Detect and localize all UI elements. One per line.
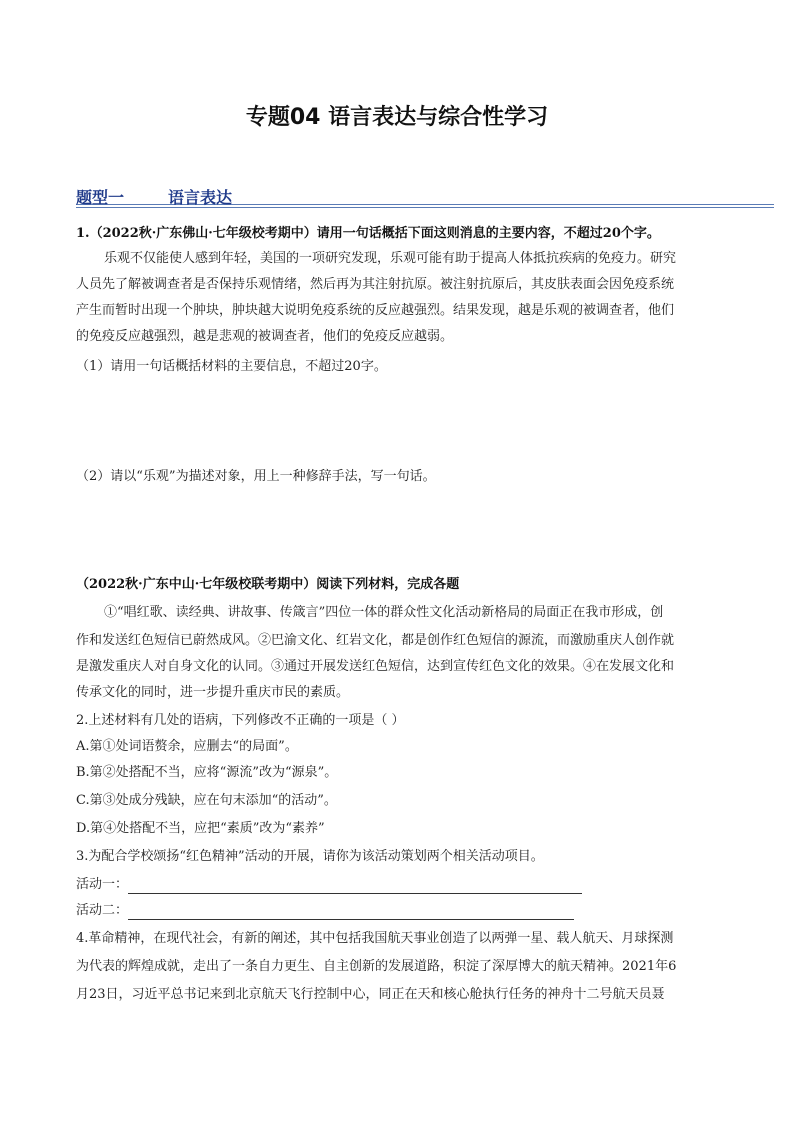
material-paragraph-line: 是激发重庆人对自身文化的认同。③通过开展发送红色短信，达到宣传红色文化的效果。④在发展文化和 bbox=[76, 659, 675, 674]
question-2-stem: 2.上述材料有几处的语病，下列修改不正确的一项是（ ） bbox=[76, 713, 405, 728]
q1-paragraph-line: 人员先了解被调查者是否保持乐观情绪，然后再为其注射抗原。被注射抗原后，其皮肤表面会因免疫系统 bbox=[76, 277, 675, 292]
material-heading: （2022秋·广东中山·七年级校联考期中）阅读下列材料，完成各题 bbox=[76, 577, 460, 592]
activity-2-blank[interactable] bbox=[128, 905, 574, 920]
section-name: 语言表达 bbox=[168, 188, 233, 207]
q1-paragraph-line: 产生而暂时出现一个肿块，肿块越大说明免疫系统的反应越强烈。结果发现，越是乐观的被调查者，他们 bbox=[76, 303, 675, 318]
q1-sub-question-2: （2）请以“乐观”为描述对象，用上一种修辞手法，写一句话。 bbox=[76, 469, 436, 484]
question-4-line: 4.革命精神，在现代社会，有新的阐述，其中包括我国航天事业创造了以两弹一星、载人航天、月球探测 bbox=[76, 931, 674, 946]
page-title: 专题04 语言表达与综合性学习 bbox=[245, 105, 549, 130]
question-1-heading: 1.（2022秋·广东佛山·七年级校考期中）请用一句话概括下面这则消息的主要内容，不超过20个字。 bbox=[76, 226, 660, 241]
activity-1-row bbox=[76, 876, 582, 894]
question-3-stem: 3.为配合学校颂扬“红色精神”活动的开展，请你为该活动策划两个相关活动项目。 bbox=[76, 849, 544, 864]
material-paragraph-line: 作和发送红色短信已蔚然成风。②巴渝文化、红岩文化，都是创作红色短信的源流，而激励重庆人创作就 bbox=[76, 633, 675, 648]
activity-1-label: 活动一： bbox=[76, 877, 129, 892]
q1-paragraph-line: 的免疫反应越强烈，越是悲观的被调查者，他们的免疫反应越弱。 bbox=[76, 329, 454, 344]
activity-2-row bbox=[76, 902, 574, 920]
activity-2-label: 活动二： bbox=[76, 903, 129, 918]
section-label: 题型一 bbox=[76, 188, 125, 207]
question-4-line: 为代表的辉煌成就，走出了一条自力更生、自主创新的发展道路，积淀了深厚博大的航天精神。2021年6 bbox=[76, 959, 677, 974]
question-4-line: 月23日，习近平总书记来到北京航天飞行控制中心，同正在天和核心舱执行任务的神舟十二号航天员聂 bbox=[76, 987, 665, 1002]
material-paragraph-line: 传承文化的同时，进一步提升重庆市民的素质。 bbox=[76, 685, 350, 700]
activity-1-blank[interactable] bbox=[128, 879, 582, 894]
section-header bbox=[76, 185, 774, 208]
q2-option-c: C.第③处成分残缺，应在句末添加“的活动”。 bbox=[76, 793, 337, 808]
q1-paragraph-line: 乐观不仅能使人感到年轻，美国的一项研究发现，乐观可能有助于提高人体抵抗疾病的免疫力。研究 bbox=[104, 251, 677, 266]
q2-option-a: A.第①处词语赘余，应删去“的局面”。 bbox=[76, 739, 298, 754]
material-paragraph-line: ①“唱红歌、读经典、讲故事、传箴言”四位一体的群众性文化活动新格局的局面正在我市形成，创 bbox=[104, 605, 664, 620]
q2-option-d: D.第④处搭配不当，应把“素质”改为“素养” bbox=[76, 821, 325, 836]
q2-option-b: B.第②处搭配不当，应将“源流”改为“源泉”。 bbox=[76, 765, 338, 780]
q1-sub-question-1: （1）请用一句话概括材料的主要信息，不超过20字。 bbox=[76, 359, 387, 374]
